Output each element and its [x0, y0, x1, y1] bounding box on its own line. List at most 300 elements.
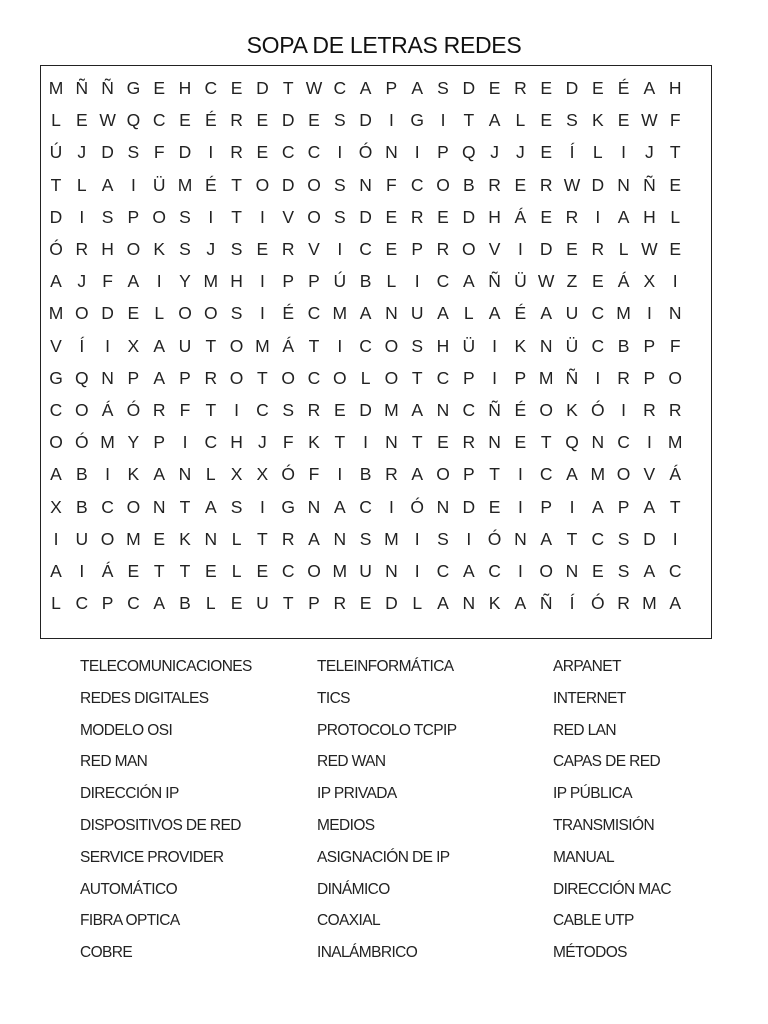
grid-letter[interactable]: H [488, 206, 501, 227]
grid-letter[interactable]: N [385, 432, 398, 453]
grid-letter[interactable]: S [333, 174, 346, 195]
grid-letter[interactable]: A [153, 335, 166, 356]
grid-letter[interactable]: A [566, 464, 578, 485]
grid-letter[interactable]: O [616, 464, 631, 485]
grid-letter[interactable]: E [437, 432, 449, 453]
grid-letter[interactable]: B [75, 464, 88, 485]
grid-letter[interactable]: I [337, 335, 343, 356]
grid-letter[interactable]: P [540, 496, 553, 517]
grid-letter[interactable]: D [359, 400, 372, 420]
grid-letter[interactable]: I [105, 335, 111, 356]
grid-letter[interactable]: L [670, 206, 681, 227]
grid-letter[interactable]: I [517, 561, 523, 581]
grid-letter[interactable]: E [204, 561, 217, 581]
grid-letter[interactable]: I [234, 400, 240, 420]
grid-letter[interactable]: M [48, 303, 64, 324]
grid-letter[interactable]: G [281, 496, 295, 517]
grid-letter[interactable]: C [410, 174, 424, 195]
grid-letter[interactable]: T [179, 496, 191, 517]
grid-letter[interactable]: U [178, 335, 192, 356]
grid-letter[interactable]: O [126, 496, 141, 517]
grid-letter[interactable]: O [229, 367, 244, 388]
grid-letter[interactable]: M [590, 464, 606, 485]
grid-letter[interactable]: X [50, 496, 62, 517]
grid-letter[interactable]: Z [566, 271, 578, 292]
grid-letter[interactable]: A [643, 496, 656, 517]
grid-letter[interactable]: E [617, 110, 630, 131]
grid-letter[interactable]: Ñ [643, 174, 656, 195]
grid-letter[interactable]: N [307, 496, 321, 517]
grid-letter[interactable]: O [178, 303, 192, 324]
grid-letter[interactable]: O [539, 561, 553, 581]
grid-letter[interactable]: T [540, 432, 552, 453]
grid-letter[interactable]: I [414, 528, 420, 549]
grid-letter[interactable]: I [517, 496, 523, 517]
grid-letter[interactable]: Ü [565, 335, 579, 356]
grid-letter[interactable]: A [540, 303, 553, 324]
grid-letter[interactable]: T [153, 561, 165, 581]
grid-letter[interactable]: E [256, 239, 269, 259]
grid-letter[interactable]: O [126, 239, 141, 259]
grid-letter[interactable]: A [617, 206, 630, 227]
grid-letter[interactable]: A [462, 561, 475, 581]
grid-letter[interactable]: E [540, 206, 553, 227]
grid-letter[interactable]: R [307, 400, 321, 420]
grid-letter[interactable]: S [179, 239, 191, 259]
grid-letter[interactable]: O [307, 561, 321, 581]
grid-letter[interactable]: B [359, 271, 372, 292]
grid-letter[interactable]: T [205, 400, 217, 420]
grid-letter[interactable]: N [565, 561, 579, 581]
grid-letter[interactable]: L [51, 110, 61, 131]
grid-letter[interactable]: E [540, 110, 553, 131]
grid-letter[interactable]: E [230, 593, 243, 614]
grid-letter[interactable]: I [414, 271, 420, 292]
grid-letter[interactable]: F [308, 464, 320, 485]
grid-letter[interactable]: D [462, 78, 476, 98]
grid-letter[interactable]: S [437, 528, 449, 549]
grid-letter[interactable]: A [308, 528, 320, 549]
grid-letter[interactable]: I [388, 110, 394, 131]
grid-letter[interactable]: Ó [74, 432, 89, 453]
grid-letter[interactable]: O [307, 206, 321, 227]
grid-letter[interactable]: P [153, 432, 166, 453]
grid-letter[interactable]: J [77, 271, 87, 292]
grid-letter[interactable]: P [101, 593, 114, 614]
grid-letter[interactable]: Á [617, 271, 630, 292]
grid-letter[interactable]: E [333, 400, 346, 420]
grid-letter[interactable]: I [672, 271, 678, 292]
grid-letter[interactable]: Ó [487, 528, 502, 549]
grid-letter[interactable]: R [385, 464, 398, 485]
grid-letter[interactable]: E [256, 142, 269, 163]
grid-letter[interactable]: O [384, 367, 399, 388]
grid-letter[interactable]: T [566, 528, 578, 549]
grid-letter[interactable]: E [669, 174, 682, 195]
grid-letter[interactable]: Ó [590, 400, 605, 420]
grid-letter[interactable]: L [154, 303, 165, 324]
grid-letter[interactable]: L [386, 271, 397, 292]
grid-letter[interactable]: I [259, 496, 265, 517]
grid-letter[interactable]: Í [79, 335, 85, 356]
grid-letter[interactable]: N [359, 174, 372, 195]
grid-letter[interactable]: A [411, 78, 424, 98]
grid-letter[interactable]: F [386, 174, 397, 195]
grid-letter[interactable]: F [669, 335, 681, 356]
grid-letter[interactable]: R [333, 593, 347, 614]
grid-letter[interactable]: U [75, 528, 89, 549]
grid-letter[interactable]: E [256, 561, 269, 581]
grid-letter[interactable]: A [50, 271, 62, 292]
grid-letter[interactable]: T [334, 432, 346, 453]
grid-letter[interactable]: A [153, 464, 166, 485]
grid-letter[interactable]: I [672, 528, 678, 549]
grid-letter[interactable]: D [643, 528, 656, 549]
grid-letter[interactable]: L [205, 464, 216, 485]
grid-letter[interactable]: A [591, 496, 604, 517]
grid-letter[interactable]: E [514, 432, 527, 453]
grid-letter[interactable]: Q [126, 110, 141, 131]
grid-letter[interactable]: M [642, 593, 657, 614]
grid-letter[interactable]: E [514, 174, 527, 195]
grid-letter[interactable]: D [591, 174, 605, 195]
grid-letter[interactable]: W [537, 271, 555, 292]
grid-letter[interactable]: E [230, 78, 243, 98]
grid-letter[interactable]: V [50, 335, 62, 356]
grid-letter[interactable]: U [410, 303, 424, 324]
grid-letter[interactable]: É [282, 303, 295, 324]
grid-letter[interactable]: I [414, 561, 420, 581]
grid-letter[interactable]: I [595, 367, 601, 388]
grid-letter[interactable]: M [616, 303, 631, 324]
grid-letter[interactable]: R [204, 367, 218, 388]
grid-letter[interactable]: V [308, 239, 320, 259]
grid-letter[interactable]: A [437, 303, 449, 324]
grid-letter[interactable]: A [127, 271, 140, 292]
grid-letter[interactable]: O [281, 367, 295, 388]
grid-letter[interactable]: Ñ [75, 78, 89, 98]
grid-letter[interactable]: C [591, 303, 605, 324]
grid-letter[interactable]: O [384, 335, 399, 356]
grid-letter[interactable]: C [307, 367, 321, 388]
grid-letter[interactable]: T [308, 335, 320, 356]
grid-letter[interactable]: I [414, 142, 420, 163]
grid-letter[interactable]: X [230, 464, 243, 485]
grid-letter[interactable]: D [281, 110, 295, 131]
grid-letter[interactable]: P [462, 464, 475, 485]
grid-letter[interactable]: S [411, 335, 424, 356]
grid-letter[interactable]: H [643, 206, 656, 227]
grid-letter[interactable]: D [385, 593, 398, 614]
grid-letter[interactable]: O [668, 367, 682, 388]
grid-letter[interactable]: I [182, 432, 188, 453]
grid-letter[interactable]: S [617, 528, 630, 549]
grid-letter[interactable]: T [669, 496, 681, 517]
grid-letter[interactable]: T [669, 142, 681, 163]
grid-letter[interactable]: N [385, 303, 398, 324]
grid-letter[interactable]: G [410, 110, 424, 131]
grid-letter[interactable]: B [75, 496, 88, 517]
grid-letter[interactable]: I [466, 528, 472, 549]
grid-letter[interactable]: M [384, 528, 399, 549]
grid-letter[interactable]: Q [461, 142, 476, 163]
grid-letter[interactable]: R [565, 206, 579, 227]
grid-letter[interactable]: V [488, 239, 501, 259]
grid-letter[interactable]: I [517, 464, 523, 485]
grid-letter[interactable]: I [646, 432, 652, 453]
grid-letter[interactable]: M [332, 561, 348, 581]
grid-letter[interactable]: G [126, 78, 141, 98]
grid-letter[interactable]: C [436, 561, 450, 581]
grid-letter[interactable]: C [488, 561, 501, 581]
grid-letter[interactable]: A [669, 593, 682, 614]
grid-letter[interactable]: M [332, 303, 348, 324]
grid-letter[interactable]: S [566, 110, 578, 131]
grid-letter[interactable]: K [488, 593, 501, 614]
grid-letter[interactable]: N [333, 528, 347, 549]
grid-letter[interactable]: Í [569, 593, 575, 614]
grid-letter[interactable]: N [514, 528, 527, 549]
grid-letter[interactable]: U [565, 303, 579, 324]
grid-letter[interactable]: A [411, 464, 424, 485]
grid-letter[interactable]: R [488, 174, 501, 195]
grid-letter[interactable]: T [205, 335, 217, 356]
grid-letter[interactable]: I [53, 528, 59, 549]
grid-letter[interactable]: T [463, 110, 475, 131]
grid-letter[interactable]: I [621, 400, 627, 420]
grid-letter[interactable]: R [462, 432, 476, 453]
grid-letter[interactable]: E [591, 78, 604, 98]
grid-letter[interactable]: W [563, 174, 581, 195]
grid-letter[interactable]: S [282, 400, 295, 420]
grid-letter[interactable]: R [668, 400, 682, 420]
grid-letter[interactable]: I [492, 367, 498, 388]
grid-letter[interactable]: W [641, 239, 658, 259]
grid-letter[interactable]: D [256, 78, 269, 98]
grid-letter[interactable]: E [127, 561, 140, 581]
grid-letter[interactable]: E [153, 78, 166, 98]
grid-letter[interactable]: C [359, 239, 372, 259]
grid-letter[interactable]: W [305, 78, 323, 98]
grid-letter[interactable]: O [74, 303, 89, 324]
grid-letter[interactable]: R [591, 239, 605, 259]
grid-letter[interactable]: B [359, 464, 372, 485]
grid-letter[interactable]: V [643, 464, 656, 485]
grid-letter[interactable]: M [667, 432, 683, 453]
grid-letter[interactable]: I [130, 174, 136, 195]
grid-letter[interactable]: Ó [410, 496, 424, 517]
grid-letter[interactable]: C [307, 303, 321, 324]
grid-letter[interactable]: D [462, 496, 476, 517]
grid-letter[interactable]: I [388, 496, 394, 517]
grid-letter[interactable]: N [385, 561, 398, 581]
grid-letter[interactable]: P [617, 496, 630, 517]
grid-letter[interactable]: M [100, 432, 115, 453]
grid-letter[interactable]: I [337, 464, 343, 485]
grid-letter[interactable]: W [641, 110, 658, 131]
grid-letter[interactable]: O [436, 174, 450, 195]
grid-letter[interactable]: A [50, 561, 62, 581]
grid-letter[interactable]: C [256, 400, 269, 420]
grid-letter[interactable]: M [538, 367, 554, 388]
grid-letter[interactable]: J [206, 239, 216, 259]
grid-letter[interactable]: T [231, 174, 242, 195]
grid-letter[interactable]: Q [74, 367, 89, 388]
grid-letter[interactable]: C [359, 496, 372, 517]
grid-letter[interactable]: C [281, 142, 295, 163]
grid-letter[interactable]: S [101, 206, 114, 227]
grid-letter[interactable]: A [643, 78, 656, 98]
grid-letter[interactable]: Ó [358, 142, 373, 163]
grid-letter[interactable]: O [74, 400, 89, 420]
grid-letter[interactable]: D [101, 303, 114, 324]
grid-letter[interactable]: K [179, 528, 191, 549]
grid-letter[interactable]: S [179, 206, 191, 227]
grid-letter[interactable]: E [566, 239, 578, 259]
grid-letter[interactable]: T [257, 528, 268, 549]
grid-letter[interactable]: T [282, 78, 294, 98]
grid-letter[interactable]: D [281, 174, 295, 195]
grid-letter[interactable]: A [153, 367, 166, 388]
grid-letter[interactable]: A [540, 528, 553, 549]
grid-letter[interactable]: Á [101, 561, 114, 581]
grid-letter[interactable]: M [384, 400, 399, 420]
grid-letter[interactable]: D [178, 142, 192, 163]
grid-letter[interactable]: A [359, 78, 372, 98]
grid-letter[interactable]: P [462, 367, 475, 388]
grid-letter[interactable]: R [75, 239, 89, 259]
grid-letter[interactable]: S [230, 303, 243, 324]
grid-letter[interactable]: H [668, 78, 682, 98]
grid-letter[interactable]: B [462, 174, 475, 195]
grid-letter[interactable]: E [669, 239, 682, 259]
grid-letter[interactable]: V [282, 206, 295, 227]
grid-letter[interactable]: I [259, 206, 265, 227]
grid-letter[interactable]: T [179, 561, 191, 581]
grid-letter[interactable]: R [230, 110, 243, 131]
grid-letter[interactable]: K [566, 400, 578, 420]
grid-letter[interactable]: M [126, 528, 141, 549]
grid-letter[interactable]: N [591, 432, 605, 453]
grid-letter[interactable]: D [101, 142, 114, 163]
grid-letter[interactable]: A [411, 400, 424, 420]
grid-letter[interactable]: O [255, 174, 270, 195]
grid-letter[interactable]: I [646, 303, 652, 324]
grid-letter[interactable]: K [127, 464, 140, 485]
grid-letter[interactable]: T [411, 432, 423, 453]
grid-letter[interactable]: C [668, 561, 682, 581]
grid-letter[interactable]: D [565, 78, 579, 98]
grid-letter[interactable]: M [48, 78, 64, 98]
grid-letter[interactable]: K [514, 335, 527, 356]
grid-letter[interactable]: É [204, 174, 217, 195]
grid-letter[interactable]: J [645, 142, 654, 163]
grid-letter[interactable]: R [230, 142, 243, 163]
grid-letter[interactable]: Ú [333, 271, 347, 292]
grid-letter[interactable]: R [281, 239, 295, 259]
grid-letter[interactable]: E [591, 561, 604, 581]
grid-letter[interactable]: A [488, 303, 501, 324]
grid-letter[interactable]: R [539, 174, 553, 195]
grid-letter[interactable]: P [514, 367, 527, 388]
grid-letter[interactable]: Ñ [488, 400, 501, 420]
grid-letter[interactable]: T [50, 174, 62, 195]
grid-letter[interactable]: L [592, 142, 603, 163]
grid-letter[interactable]: T [411, 367, 423, 388]
grid-letter[interactable]: G [49, 367, 63, 388]
grid-letter[interactable]: R [643, 400, 656, 420]
grid-letter[interactable]: N [617, 174, 630, 195]
grid-letter[interactable]: L [205, 593, 216, 614]
grid-letter[interactable]: A [101, 174, 114, 195]
grid-letter[interactable]: S [617, 561, 630, 581]
grid-letter[interactable]: R [617, 593, 630, 614]
grid-letter[interactable]: E [540, 142, 553, 163]
grid-letter[interactable]: I [208, 142, 214, 163]
grid-letter[interactable]: Ñ [488, 271, 501, 292]
grid-letter[interactable]: J [258, 432, 267, 453]
grid-letter[interactable]: Ó [49, 239, 63, 259]
grid-letter[interactable]: S [230, 239, 243, 259]
grid-letter[interactable]: I [337, 239, 343, 259]
grid-letter[interactable]: C [204, 432, 218, 453]
grid-letter[interactable]: C [359, 335, 372, 356]
grid-letter[interactable]: O [436, 464, 450, 485]
grid-letter[interactable]: Ú [49, 142, 63, 163]
grid-letter[interactable]: Ó [281, 464, 295, 485]
grid-letter[interactable]: S [333, 110, 346, 131]
grid-letter[interactable]: E [385, 239, 398, 259]
grid-letter[interactable]: I [259, 271, 265, 292]
grid-letter[interactable]: P [437, 142, 449, 163]
grid-letter[interactable]: P [308, 271, 320, 292]
grid-letter[interactable]: N [488, 432, 501, 453]
grid-letter[interactable]: C [591, 528, 605, 549]
grid-letter[interactable]: E [540, 78, 553, 98]
grid-letter[interactable]: P [127, 206, 140, 227]
grid-letter[interactable]: T [489, 464, 500, 485]
grid-letter[interactable]: E [308, 110, 320, 131]
grid-letter[interactable]: I [105, 464, 111, 485]
grid-letter[interactable]: Q [565, 432, 579, 453]
grid-letter[interactable]: Á [101, 400, 114, 420]
grid-letter[interactable]: Y [179, 271, 191, 292]
grid-letter[interactable]: C [462, 400, 476, 420]
grid-letter[interactable]: C [307, 142, 321, 163]
grid-letter[interactable]: I [517, 239, 523, 259]
grid-letter[interactable]: C [49, 400, 63, 420]
grid-letter[interactable]: A [437, 593, 449, 614]
grid-letter[interactable]: M [177, 174, 193, 195]
grid-letter[interactable]: M [255, 335, 270, 356]
grid-letter[interactable]: O [229, 335, 244, 356]
grid-letter[interactable]: A [462, 271, 475, 292]
grid-letter[interactable]: J [516, 142, 525, 163]
grid-letter[interactable]: L [76, 174, 87, 195]
grid-letter[interactable]: R [281, 528, 295, 549]
grid-letter[interactable]: N [668, 303, 682, 324]
grid-letter[interactable]: O [203, 303, 218, 324]
grid-letter[interactable]: E [437, 206, 449, 227]
grid-letter[interactable]: E [488, 496, 501, 517]
grid-letter[interactable]: O [461, 239, 476, 259]
grid-letter[interactable]: O [307, 174, 321, 195]
grid-letter[interactable]: N [204, 528, 218, 549]
grid-letter[interactable]: K [591, 110, 604, 131]
grid-letter[interactable]: A [488, 110, 501, 131]
grid-letter[interactable]: H [178, 78, 192, 98]
grid-letter[interactable]: Ó [590, 593, 605, 614]
